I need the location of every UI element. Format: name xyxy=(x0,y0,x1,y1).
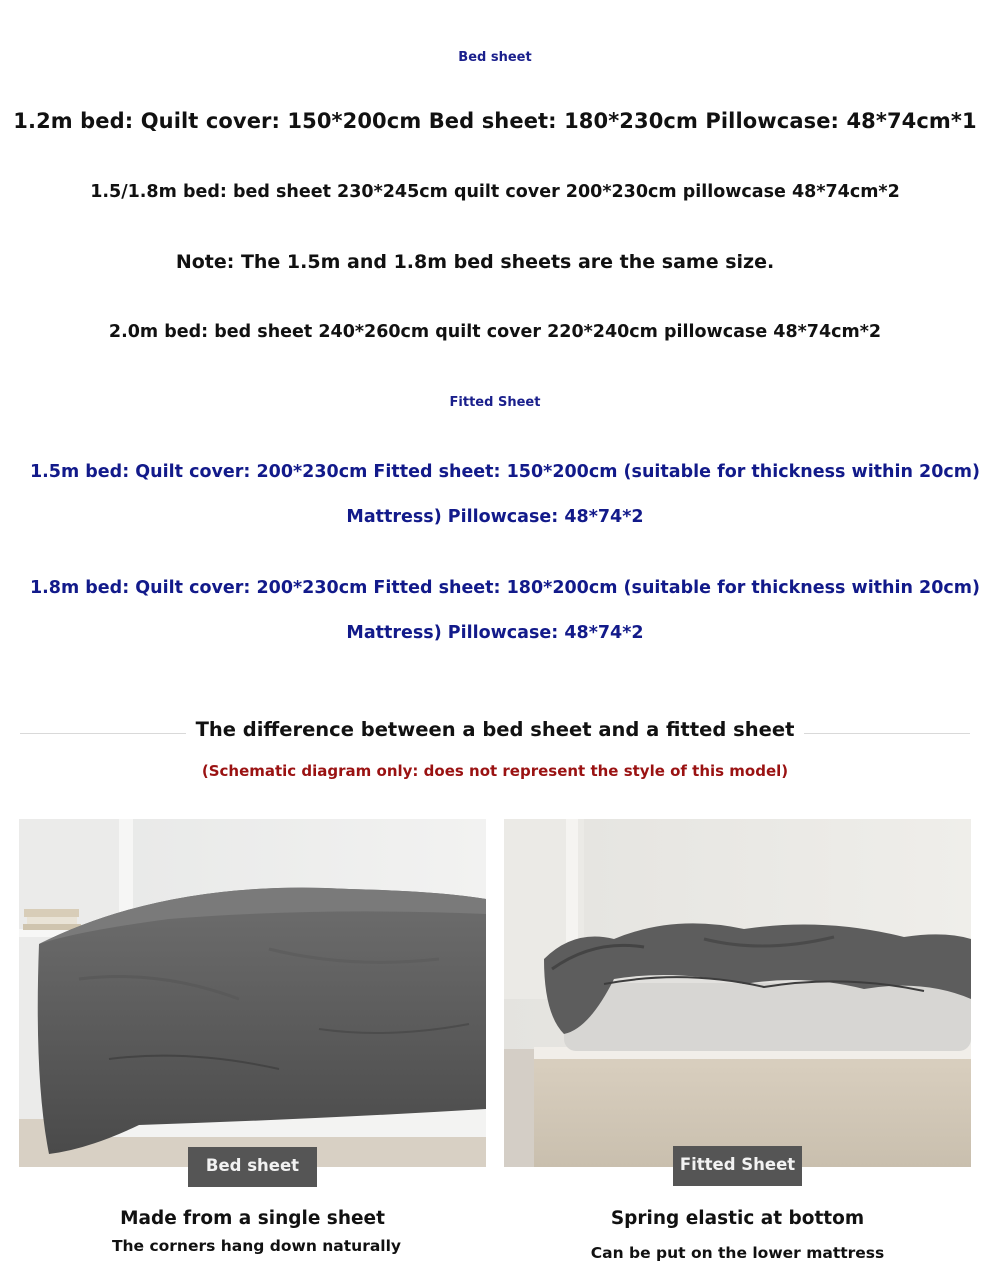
fitted-size-line-1-5m-cont: Mattress) Pillowcase: 48*74*2 xyxy=(346,507,644,527)
bed-size-line-2-0m: 2.0m bed: bed sheet 240*260cm quilt cover 220*240cm pillowcase 48*74cm*2 xyxy=(108,322,882,342)
comparison-title: The difference between a bed sheet and a fitted sheet xyxy=(186,718,805,741)
fitted-sheet-subcaption: Can be put on the lower mattress xyxy=(590,1244,885,1262)
bed-sheet-subcaption: The corners hang down naturally xyxy=(111,1237,402,1255)
bed-sheet-badge: Bed sheet xyxy=(188,1147,317,1187)
fitted-sheet-badge: Fitted Sheet xyxy=(673,1146,802,1186)
bed-sheet-photo xyxy=(19,819,486,1167)
bed-size-line-1-5-1-8m: 1.5/1.8m bed: bed sheet 230*245cm quilt cover 200*230cm pillowcase 48*74cm*2 xyxy=(90,182,900,202)
fitted-size-line-1-5m: 1.5m bed: Quilt cover: 200*230cm Fitted sheet: 150*200cm (suitable for thickness within 20cm) xyxy=(29,462,981,482)
fitted-sheet-section-title: Fitted Sheet xyxy=(449,395,541,410)
fitted-size-line-1-8m: 1.8m bed: Quilt cover: 200*230cm Fitted sheet: 180*200cm (suitable for thickness within 20cm) xyxy=(29,578,981,598)
fitted-sheet-photo xyxy=(504,819,971,1167)
bed-size-line-1-2m: 1.2m bed: Quilt cover: 150*200cm Bed sheet: 180*230cm Pillowcase: 48*74cm*1 xyxy=(13,109,977,133)
bed-sheet-section-title: Bed sheet xyxy=(458,50,532,65)
fitted-sheet-caption: Spring elastic at bottom xyxy=(610,1208,865,1229)
bed-sheet-note: Note: The 1.5m and 1.8m bed sheets are the same size. xyxy=(175,251,775,273)
bed-sheet-caption: Made from a single sheet xyxy=(120,1208,385,1229)
fitted-size-line-1-8m-cont: Mattress) Pillowcase: 48*74*2 xyxy=(346,623,644,643)
comparison-disclaimer: (Schematic diagram only: does not represent the style of this model) xyxy=(201,762,789,780)
